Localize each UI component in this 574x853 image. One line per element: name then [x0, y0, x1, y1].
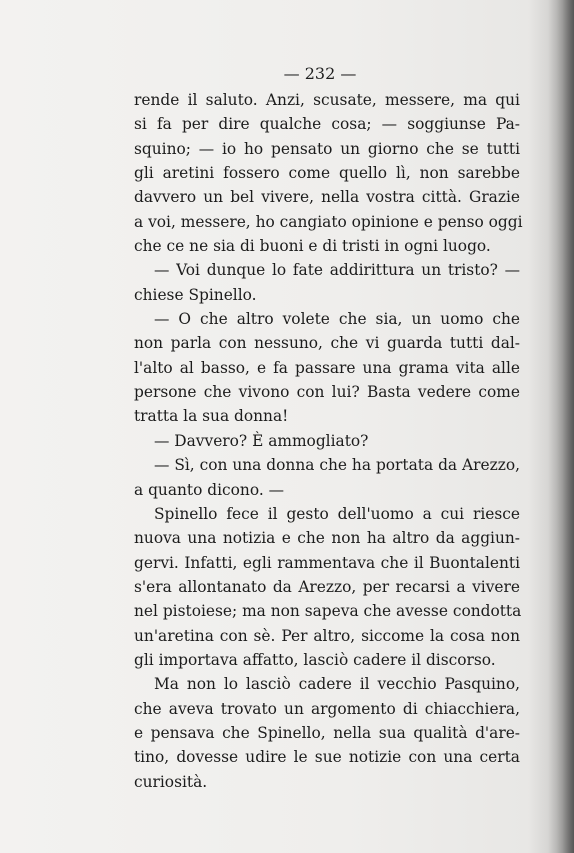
- text-line: gervi. Infatti, egli rammentava che il Buontalenti: [134, 553, 520, 572]
- text-line: s'era allontanato da Arezzo, per recarsi a vivere: [134, 577, 520, 596]
- text-line: a voi, messere, ho cangiato opinione e penso oggi: [134, 212, 523, 231]
- body-text: [134, 88, 523, 794]
- text-line: — Voi dunque lo fate addirittura un tristo? —: [154, 261, 520, 280]
- text-line: rende il saluto. Anzi, scusate, messere, ma qui: [134, 91, 520, 109]
- text-line: persone che vivono con lui? Basta vedere come: [134, 383, 520, 402]
- text-line: che aveva trovato un argomento di chiacchiera,: [134, 699, 520, 718]
- text-line: gli aretini fossero come quello lì, non sarebbe: [134, 164, 520, 183]
- text-line: e pensava che Spinello, nella sua qualità d'are-: [134, 723, 520, 742]
- text-line: davvero un bel vivere, nella vostra città. Grazie: [134, 188, 520, 207]
- text-line: un'aretina con sè. Per altro, siccome la cosa non: [134, 626, 520, 645]
- text-line: nuova una notizia e che non ha altro da aggiun-: [134, 529, 520, 548]
- text-line: — O che altro volete che sia, un uomo che: [154, 310, 520, 329]
- text-line: a quanto dicono. —: [134, 480, 285, 499]
- text-line: curiosità.: [134, 772, 208, 791]
- text-line: nel pistoiese; ma non sapeva che avesse condotta: [134, 602, 522, 621]
- text-line: non parla con nessuno, che vi guarda tutti dal-: [134, 334, 520, 353]
- text-line: l'alto al basso, e fa passare una grama vita alle: [134, 358, 520, 377]
- text-line: — Sì, con una donna che ha portata da Arezzo,: [154, 456, 520, 475]
- text-line: — Davvero? È ammogliato?: [154, 431, 369, 450]
- page-number: — 232 —: [283, 64, 357, 83]
- text-line: che ce ne sia di buoni e di tristi in ogni luogo.: [134, 237, 491, 256]
- text-line: Spinello fece il gesto dell'uomo a cui riesce: [154, 504, 520, 523]
- text-line: chiese Spinello.: [134, 285, 257, 304]
- text-line: Ma non lo lasciò cadere il vecchio Pasquino,: [154, 675, 520, 694]
- text-line: si fa per dire qualche cosa; — soggiunse Pa-: [134, 115, 520, 134]
- page-edge-shadow: [548, 0, 574, 853]
- text-line: gli importava affatto, lasciò cadere il discorso.: [134, 650, 496, 669]
- text-line: squino; — io ho pensato un giorno che se tutti: [134, 139, 520, 158]
- text-line: tratta la sua donna!: [134, 407, 289, 426]
- text-line: tino, dovesse udire le sue notizie con una certa: [134, 748, 520, 767]
